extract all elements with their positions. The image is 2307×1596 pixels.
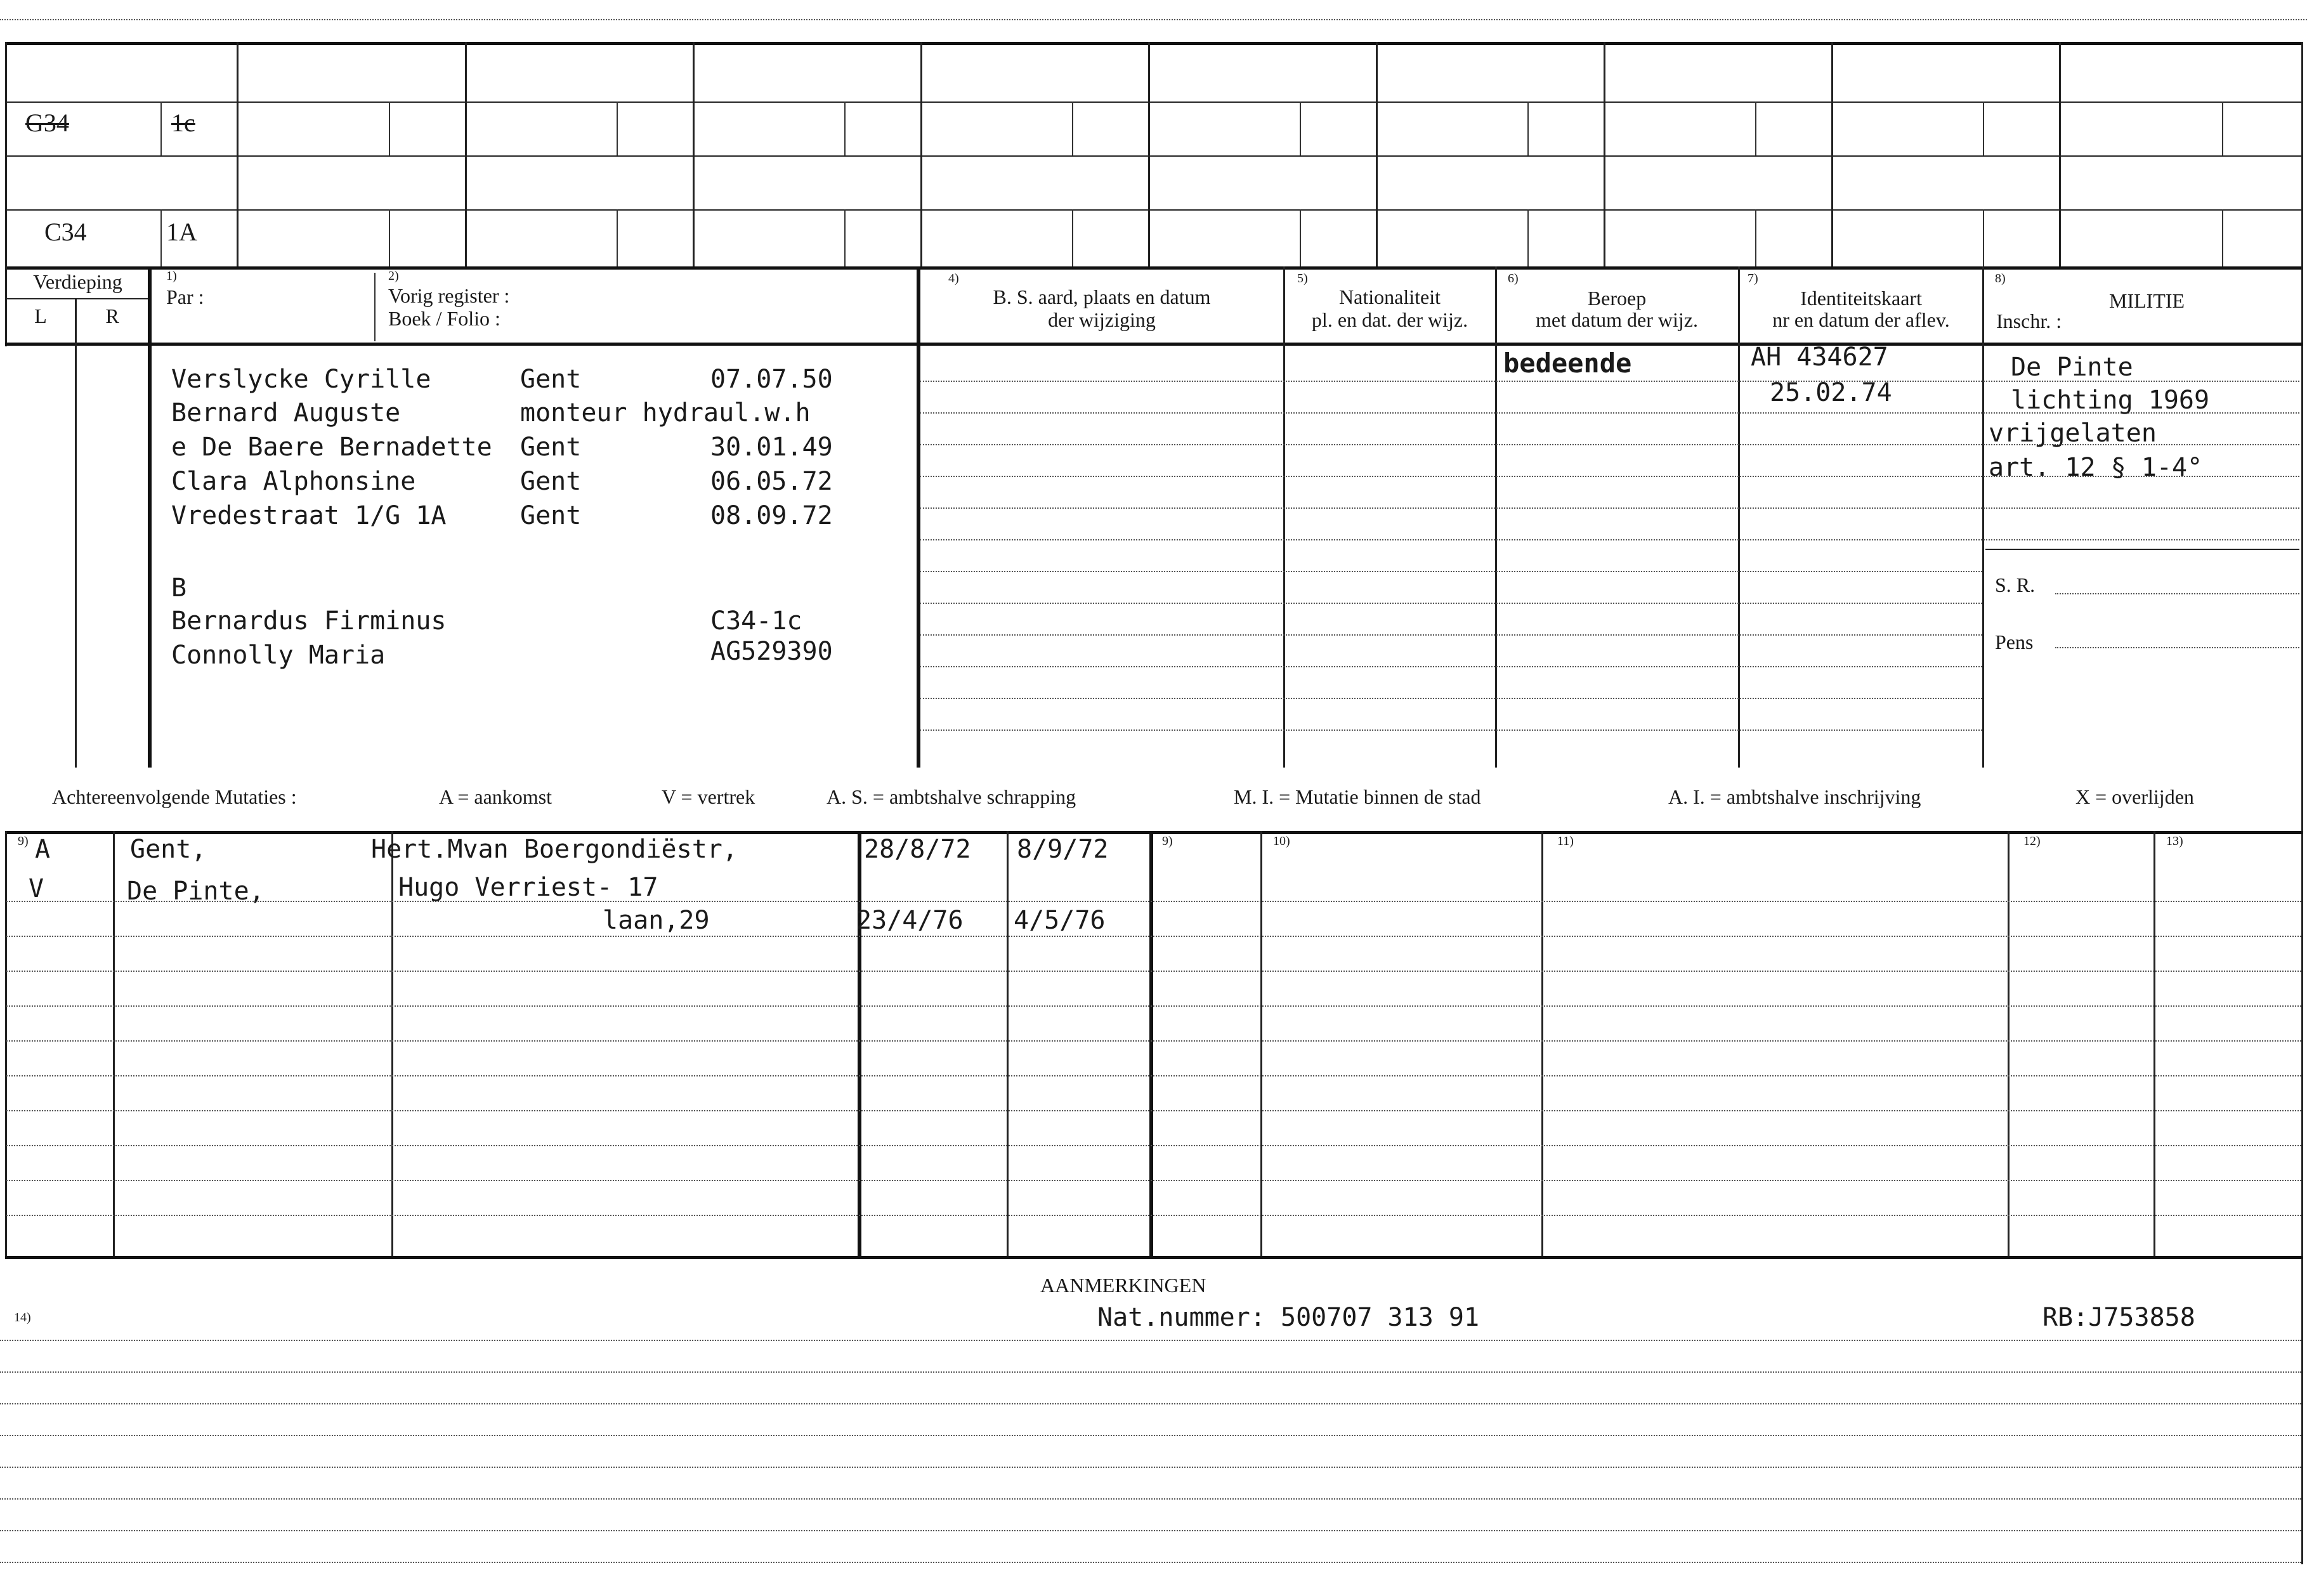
note-4: 4) xyxy=(948,271,959,285)
id-card-date: 25.02.74 xyxy=(1770,378,1892,407)
inschr-label: Inschr. : xyxy=(1996,310,2062,332)
mutation-2-date1: 23/4/76 xyxy=(856,906,964,935)
person-name-3: e De Baere Bernadette xyxy=(171,433,492,462)
person-date-1: 07.07.50 xyxy=(710,365,833,394)
mother-code: AG529390 xyxy=(710,637,833,666)
person-place-4: Gent xyxy=(520,467,582,496)
note-13: 13) xyxy=(2166,834,2183,848)
nationaliteit-header-line2: pl. en dat. der wijz. xyxy=(1311,308,1468,331)
identiteitskaart-header-line2: nr en datum der aflev. xyxy=(1772,308,1950,331)
person-name-4: Clara Alphonsine xyxy=(171,467,416,496)
section-b-label: B xyxy=(171,573,187,603)
militie-header: MILITIE xyxy=(2109,289,2185,312)
rb-number: RB:J753858 xyxy=(2042,1303,2195,1332)
person-date-3: 30.01.49 xyxy=(710,433,833,462)
legend-overlijden: X = overlijden xyxy=(2075,785,2194,808)
militie-line-1: De Pinte xyxy=(2011,353,2133,382)
mutation-1-date1: 28/8/72 xyxy=(864,835,971,864)
note-1: 1) xyxy=(166,269,177,283)
column-l-label: L xyxy=(34,304,47,327)
person-place-2: monteur hydraul.w.h xyxy=(520,398,811,428)
legend-vertrek: V = vertrek xyxy=(662,785,755,808)
identiteitskaart-header: Identiteitskaart xyxy=(1800,287,1922,310)
person-place-3: Gent xyxy=(520,433,582,462)
legend-aankomst: A = aankomst xyxy=(439,785,552,808)
militie-line-4: art. 12 § 1-4° xyxy=(1989,453,2203,482)
sr-label: S. R. xyxy=(1995,573,2036,596)
mutation-1-date2: 8/9/72 xyxy=(1017,835,1109,864)
beroep-value: bedeende xyxy=(1503,348,1632,379)
register-sub: 1A xyxy=(166,218,197,246)
nationaliteit-header: Nationaliteit xyxy=(1339,285,1441,308)
bs-header-line2: der wijziging xyxy=(1048,308,1156,331)
beroep-header-line2: met datum der wijz. xyxy=(1536,308,1698,331)
note-7: 7) xyxy=(1748,271,1758,285)
verdieping-label: Verdieping xyxy=(33,270,122,293)
mutation-2-date2: 4/5/76 xyxy=(1014,906,1106,935)
mutation-2-type: V xyxy=(29,874,44,903)
note-10: 10) xyxy=(1273,834,1290,848)
id-card-number: AH 434627 xyxy=(1751,343,1888,372)
register-code: C34 xyxy=(44,218,87,246)
mutation-1-city: Gent, xyxy=(130,835,207,864)
mutation-1-type: A xyxy=(35,835,51,864)
nat-nummer: Nat.nummer: 500707 313 91 xyxy=(1097,1303,1480,1332)
par-label: Par : xyxy=(166,285,204,308)
bs-header-line1: B. S. aard, plaats en datum xyxy=(993,285,1211,308)
mutation-2-address2: laan,29 xyxy=(603,906,710,935)
mother-name: Connolly Maria xyxy=(171,641,386,670)
person-date-5: 08.09.72 xyxy=(710,501,833,530)
pens-label: Pens xyxy=(1995,631,2034,653)
beroep-header: Beroep xyxy=(1587,287,1647,310)
vorig-register-label: Vorig register : xyxy=(388,284,510,307)
boek-folio-label: Boek / Folio : xyxy=(388,307,500,330)
father-name: Bernardus Firminus xyxy=(171,606,447,636)
column-r-label: R xyxy=(105,304,119,327)
person-place-1: Gent xyxy=(520,365,582,394)
person-place-5: Gent xyxy=(520,501,582,530)
note-2: 2) xyxy=(388,269,399,283)
note-9-right: 9) xyxy=(1162,834,1173,848)
mutation-1-address: Hert.Mvan Boergondiëstr, xyxy=(371,835,738,864)
note-12: 12) xyxy=(2023,834,2041,848)
aanmerkingen-title: AANMERKINGEN xyxy=(1040,1274,1206,1297)
note-11: 11) xyxy=(1557,834,1574,848)
old-register-sub: 1c xyxy=(171,108,195,137)
person-name-5: Vredestraat 1/G 1A xyxy=(171,501,447,530)
father-code: C34-1c xyxy=(710,606,802,636)
mutaties-legend-title: Achtereenvolgende Mutaties : xyxy=(52,785,297,808)
old-register-code: G34 xyxy=(25,108,69,137)
person-name-2: Bernard Auguste xyxy=(171,398,401,428)
mutation-2-city: De Pinte, xyxy=(127,877,265,906)
mutation-2-address: Hugo Verriest- 17 xyxy=(398,873,658,902)
note-9: 9) xyxy=(18,834,29,848)
note-14: 14) xyxy=(14,1311,31,1325)
person-date-4: 06.05.72 xyxy=(710,467,833,496)
militie-line-3: vrijgelaten xyxy=(1989,419,2157,448)
note-6: 6) xyxy=(1508,271,1519,285)
legend-mutatie-binnen-stad: M. I. = Mutatie binnen de stad xyxy=(1234,785,1481,808)
note-8: 8) xyxy=(1995,271,2006,285)
legend-ambtshalve-inschrijving: A. I. = ambtshalve inschrijving xyxy=(1668,785,1921,808)
militie-line-2: lichting 1969 xyxy=(2011,386,2210,415)
person-name-1: Verslycke Cyrille xyxy=(171,365,431,394)
legend-ambtshalve-schrapping: A. S. = ambtshalve schrapping xyxy=(827,785,1076,808)
note-5: 5) xyxy=(1297,271,1308,285)
